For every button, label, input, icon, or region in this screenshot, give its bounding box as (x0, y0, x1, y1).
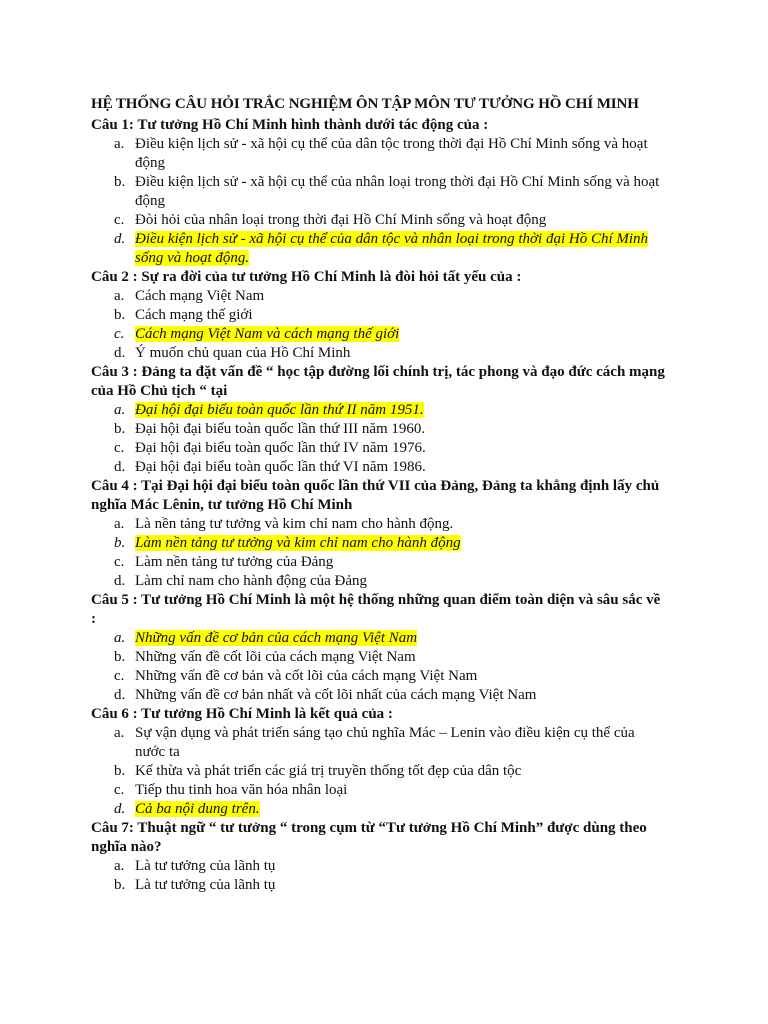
option-text: Những vấn đề cơ bản nhất và cốt lõi nhất của cách mạng Việt Nam (135, 687, 537, 703)
option-text: Là tư tưởng của lãnh tụ (135, 877, 276, 893)
answer-options (89, 515, 668, 591)
option-text: Cách mạng Việt Nam (135, 288, 265, 304)
highlighted-answer-option (114, 800, 668, 819)
question-block (89, 268, 668, 363)
answer-option (114, 572, 668, 591)
answer-option (114, 686, 668, 705)
answer-option (114, 667, 668, 686)
option-text: Làm chỉ nam cho hành động của Đảng (135, 573, 368, 589)
answer-option (114, 439, 668, 458)
answer-option (114, 724, 668, 762)
option-letter: a. (114, 630, 126, 646)
option-text: Đại hội đại biểu toàn quốc lần thứ IV năm 1976. (135, 440, 426, 456)
answer-options (89, 401, 668, 477)
option-text: Là tư tưởng của lãnh tụ (135, 858, 276, 874)
question-text: Câu 6 : Tư tưởng Hồ Chí Minh là kết quả của : (91, 706, 393, 722)
question-block (89, 591, 668, 705)
option-text: Cả ba nội dung trên. (135, 801, 260, 817)
option-text: Đại hội đại biểu toàn quốc lần thứ VI năm 1986. (135, 459, 426, 475)
option-text: Đại hội đại biểu toàn quốc lần thứ II năm 1951. (135, 402, 424, 418)
question-block (89, 705, 668, 819)
option-letter: a. (114, 858, 125, 874)
question-text: Câu 5 : Tư tưởng Hồ Chí Minh là một hệ thống những quan điểm toàn diện và sâu sắc về : (91, 592, 661, 627)
answer-option (114, 876, 668, 895)
highlighted-answer-option (114, 629, 668, 648)
option-letter: a. (114, 136, 125, 152)
option-letter: b. (114, 421, 126, 437)
answer-option (114, 344, 668, 363)
answer-option (114, 173, 668, 211)
highlighted-answer-option (114, 401, 668, 420)
answer-option (114, 458, 668, 477)
question-text: Câu 4 : Tại Đại hội đại biểu toàn quốc lần thứ VII của Đảng, Đảng ta khẳng định lấy chủ nghĩa Mác Lênin, tư tưởng Hồ Chí Minh (91, 478, 660, 513)
option-letter: b. (114, 307, 126, 323)
option-letter: b. (114, 535, 126, 551)
answer-option (114, 762, 668, 781)
option-letter: a. (114, 725, 125, 741)
option-letter: c. (114, 440, 125, 456)
option-text: Điều kiện lịch sử - xã hội cụ thể của nhân loại trong thời đại Hồ Chí Minh sống và hoạt động (135, 174, 660, 209)
option-letter: b. (114, 763, 126, 779)
question-list (89, 116, 668, 895)
question-text: Câu 2 : Sự ra đời của tư tưởng Hồ Chí Minh là đòi hỏi tất yếu của : (91, 269, 522, 285)
answer-options (89, 629, 668, 705)
option-text: Sự vận dụng và phát triển sáng tạo chủ nghĩa Mác – Lenin vào điều kiện cụ thể của nước ta (135, 725, 635, 760)
answer-option (114, 306, 668, 325)
answer-option (114, 287, 668, 306)
option-text: Kế thừa và phát triển các giá trị truyền thống tốt đẹp của dân tộc (135, 763, 522, 779)
question-text: Câu 3 : Đảng ta đặt vấn đề “ học tập đường lối chính trị, tác phong và đạo đức cách mạng của Hồ Chủ tịch “ tại (91, 364, 665, 399)
option-text: Những vấn đề cơ bản của cách mạng Việt Nam (135, 630, 418, 646)
option-text: Đòi hỏi của nhân loại trong thời đại Hồ Chí Minh sống và hoạt động (135, 212, 547, 228)
answer-options (89, 724, 668, 819)
option-letter: c. (114, 554, 125, 570)
question-block (89, 819, 668, 895)
option-text: Là nền tảng tư tưởng và kim chỉ nam cho hành động. (135, 516, 454, 532)
option-text: Những vấn đề cơ bản và cốt lõi của cách mạng Việt Nam (135, 668, 478, 684)
option-letter: b. (114, 877, 126, 893)
answer-option (114, 857, 668, 876)
highlighted-answer-option (114, 230, 668, 268)
option-letter: b. (114, 174, 126, 190)
option-letter: d. (114, 573, 126, 589)
question-text: Câu 1: Tư tưởng Hồ Chí Minh hình thành dưới tác động của : (91, 117, 489, 133)
option-text: Cách mạng thế giới (135, 307, 253, 323)
option-letter: c. (114, 782, 125, 798)
answer-options (89, 857, 668, 895)
option-letter: d. (114, 687, 126, 703)
answer-option (114, 648, 668, 667)
document-title: HỆ THỐNG CÂU HỎI TRẮC NGHIỆM ÔN TẬP MÔN TƯ TƯỞNG HỒ CHÍ MINH (91, 96, 639, 112)
answer-option (114, 553, 668, 572)
answer-option (114, 515, 668, 534)
option-text: Tiếp thu tinh hoa văn hóa nhân loại (135, 782, 348, 798)
option-letter: b. (114, 649, 126, 665)
option-text: Ý muốn chủ quan của Hồ Chí Minh (135, 345, 351, 361)
option-text: Điều kiện lịch sử - xã hội cụ thể của dân tộc và nhân loại trong thời đại Hồ Chí Minh sống và hoạt động. (135, 231, 649, 266)
question-block (89, 477, 668, 591)
option-text: Làm nền tảng tư tưởng của Đảng (135, 554, 334, 570)
option-letter: a. (114, 288, 125, 304)
answer-option (114, 135, 668, 173)
option-text: Điều kiện lịch sử - xã hội cụ thể của dân tộc trong thời đại Hồ Chí Minh sống và hoạt động (135, 136, 648, 171)
answer-option (114, 211, 668, 230)
highlighted-answer-option (114, 534, 668, 553)
option-letter: d. (114, 801, 126, 817)
option-letter: c. (114, 668, 125, 684)
option-letter: d. (114, 345, 126, 361)
question-block (89, 363, 668, 477)
option-letter: d. (114, 459, 126, 475)
question-text: Câu 7: Thuật ngữ “ tư tưởng “ trong cụm từ “Tư tưởng Hồ Chí Minh” được dùng theo nghĩa nào? (91, 820, 647, 855)
question-block (89, 116, 668, 268)
option-text: Đại hội đại biểu toàn quốc lần thứ III năm 1960. (135, 421, 426, 437)
highlighted-answer-option (114, 325, 668, 344)
option-letter: a. (114, 402, 126, 418)
option-letter: a. (114, 516, 125, 532)
answer-options (89, 135, 668, 268)
option-letter: c. (114, 212, 125, 228)
answer-options (89, 287, 668, 363)
answer-option (114, 420, 668, 439)
option-text: Những vấn đề cốt lõi của cách mạng Việt Nam (135, 649, 416, 665)
option-letter: c. (114, 326, 125, 342)
answer-option (114, 781, 668, 800)
option-text: Cách mạng Việt Nam và cách mạng thế giới (135, 326, 400, 342)
option-letter: d. (114, 231, 126, 247)
option-text: Làm nền tảng tư tưởng và kim chỉ nam cho hành động (135, 535, 461, 551)
